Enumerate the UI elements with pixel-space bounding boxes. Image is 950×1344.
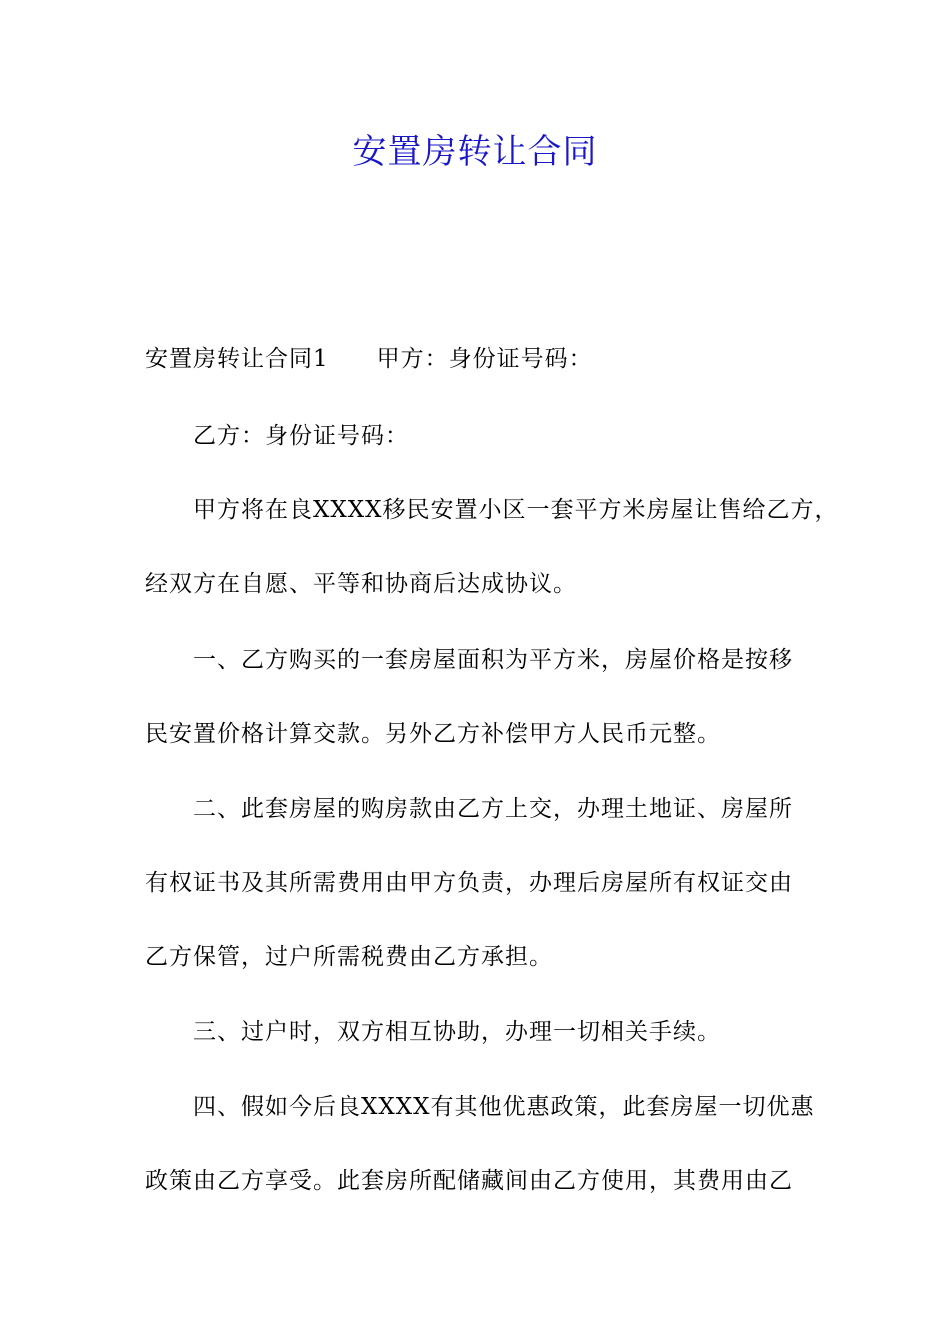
party-b-line: 乙方：身份证号码： xyxy=(193,423,409,449)
text-line-1 xyxy=(145,343,593,375)
paragraph-line: 乙方保管，过户所需税费由乙方承担。 xyxy=(145,944,553,970)
paragraph-line: 甲方将在良XXXX移民安置小区一套平方米房屋让售给乙方， xyxy=(193,497,839,523)
document-title: 安置房转让合同 xyxy=(352,132,598,172)
party-a-line: 甲方：身份证号码： xyxy=(376,346,593,372)
contract-heading: 安置房转让合同1 xyxy=(145,346,329,372)
paragraph-line: 四、假如今后良XXXX有其他优惠政策，此套房屋一切优惠 xyxy=(193,1094,815,1120)
paragraph-line: 民安置价格计算交款。另外乙方补偿甲方人民币元整。 xyxy=(145,721,721,747)
paragraph-line: 有权证书及其所需费用由甲方负责，办理后房屋所有权证交由 xyxy=(145,870,793,896)
paragraph-line: 二、此套房屋的购房款由乙方上交，办理土地证、房屋所 xyxy=(193,796,793,822)
paragraph-line: 三、过户时，双方相互协助，办理一切相关手续。 xyxy=(193,1019,721,1045)
paragraph-line: 政策由乙方享受。此套房所配储藏间由乙方使用，其费用由乙 xyxy=(145,1168,793,1194)
paragraph-line: 一、乙方购买的一套房屋面积为平方米，房屋价格是按移 xyxy=(193,647,793,673)
paragraph-line: 经双方在自愿、平等和协商后达成协议。 xyxy=(145,571,577,597)
